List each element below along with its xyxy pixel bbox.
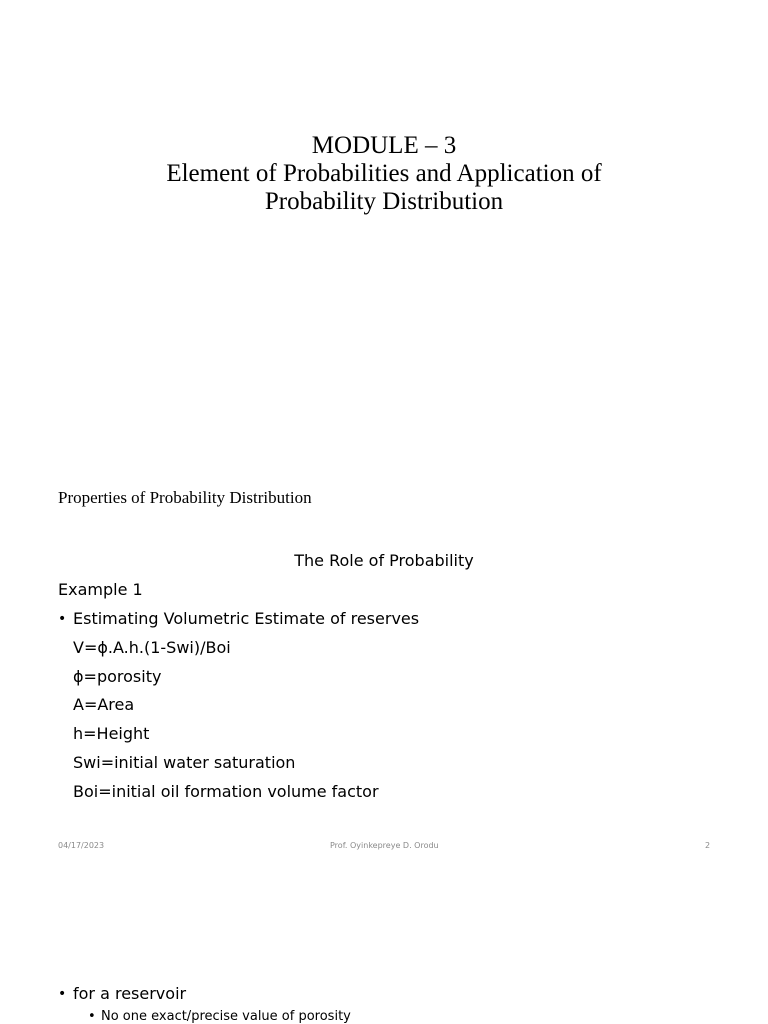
definition-area: A=Area <box>73 695 135 714</box>
definition-formation-volume-factor: Boi=initial oil formation volume factor <box>73 782 379 801</box>
section-title: The Role of Probability <box>294 551 474 570</box>
definition-water-saturation: Swi=initial water saturation <box>73 753 296 772</box>
footer-date: 04/17/2023 <box>58 841 105 850</box>
sub-bullet-text: No one exact/precise value of porosity <box>101 1009 351 1024</box>
footer-author: Prof. Oyinkepreye D. Orodu <box>330 841 439 850</box>
title-line-module: MODULE – 3 <box>311 132 457 159</box>
title-line-subject: Element of Probabilities and Application of <box>166 160 602 187</box>
slide-title <box>0 0 768 432</box>
formula-line: V=ϕ.A.h.(1-Swi)/Boi <box>73 638 231 657</box>
definition-height: h=Height <box>73 724 150 743</box>
slide-reservoir <box>0 864 768 1024</box>
bullet-glyph: • <box>58 986 67 1002</box>
bullet-text: for a reservoir <box>73 984 187 1003</box>
bullet-text: Estimating Volumetric Estimate of reserves <box>73 609 420 628</box>
module-title <box>0 132 768 216</box>
example-label: Example 1 <box>58 580 143 599</box>
sub-bullet-glyph: • <box>88 1009 96 1024</box>
title-line-distribution: Probability Distribution <box>264 188 504 215</box>
footer-page-number: 2 <box>705 841 711 850</box>
slide-heading: Properties of Probability Distribution <box>58 488 312 507</box>
definition-porosity: ϕ=porosity <box>73 667 162 686</box>
bullet-glyph: • <box>58 611 67 627</box>
slide-role-of-probability <box>0 432 768 864</box>
